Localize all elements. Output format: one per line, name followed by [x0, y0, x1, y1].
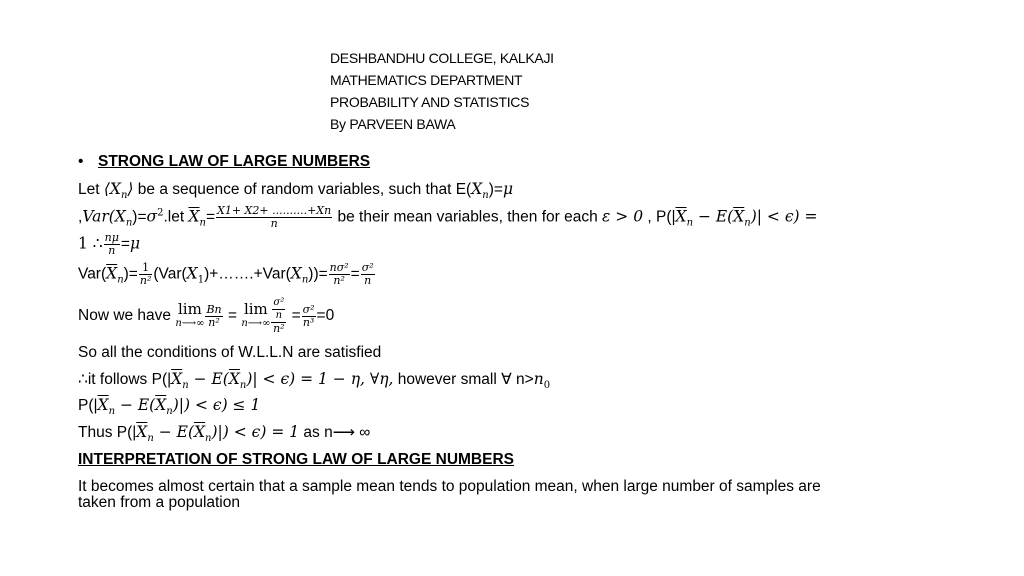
fraction — [302, 304, 316, 329]
math-sup: 2 — [157, 207, 164, 219]
math-sub: n — [301, 274, 309, 286]
math: )|) < ϵ) ≤ 1 — [172, 396, 261, 414]
math-sub: n — [199, 217, 206, 229]
statement-line-1 — [78, 180, 513, 201]
text: )= — [132, 208, 147, 226]
lim-label: lim — [243, 299, 268, 318]
fraction-numerator: 1 — [139, 262, 153, 275]
math-sub: 0 — [543, 380, 551, 392]
text: =0 — [316, 307, 335, 325]
lim-subscript: n⟶∞ — [175, 317, 205, 329]
text: = — [120, 235, 130, 253]
interpretation-text-1: It becomes almost certain that a sample mean tends to population mean, when large number of samples are — [78, 478, 821, 495]
math: n — [533, 370, 544, 388]
math: μ — [129, 234, 141, 253]
fraction-numerator: nσ² — [329, 261, 349, 274]
math: (X — [108, 207, 126, 226]
text: (Var( — [153, 265, 187, 283]
text: ∴it follows P(| — [78, 371, 172, 388]
text: as n⟶ ∞ — [299, 424, 371, 441]
mu-fraction — [104, 232, 120, 257]
fraction-numerator: Bn — [206, 302, 222, 316]
text: P(| — [78, 397, 98, 414]
math-sub: 1 — [197, 274, 205, 286]
math: )| < ϵ) = — [750, 207, 818, 226]
text: = — [223, 307, 242, 325]
limit-operator — [241, 299, 271, 331]
math-sub: n — [482, 190, 489, 202]
fraction-denominator: n² — [139, 274, 152, 287]
math-mean: $\overline{X}$ — [106, 264, 118, 283]
fraction — [205, 304, 222, 329]
math-mean: $\overline{X}$ — [228, 370, 240, 388]
statement-line-3 — [78, 232, 140, 257]
math-sub: n — [182, 380, 189, 392]
math: )|) < ϵ) = 1 — [211, 423, 300, 441]
text: = — [287, 307, 301, 325]
math-sub: n — [205, 433, 212, 445]
header-block — [330, 47, 554, 135]
math: σ — [146, 207, 158, 226]
compound-fraction — [271, 297, 286, 335]
math: X — [186, 264, 198, 283]
text: Let — [78, 181, 104, 198]
math-sub: n — [125, 217, 133, 229]
math-mean: $\overline{X}$ — [97, 396, 109, 414]
inner-fraction — [272, 297, 285, 322]
math-sub: n — [166, 406, 173, 418]
math: − E( — [693, 207, 734, 226]
text: )= — [123, 265, 138, 283]
fraction-numerator: σ² — [361, 261, 374, 274]
fraction-denominator: n³ — [302, 315, 315, 329]
lim-subscript: n⟶∞ — [241, 317, 271, 329]
variance-line — [78, 262, 376, 287]
math: X — [290, 264, 302, 283]
math-sub: n — [239, 380, 247, 392]
math-sub: n — [108, 406, 116, 418]
math: X — [471, 180, 483, 198]
math: − E( — [188, 370, 229, 388]
limit-line — [78, 297, 334, 335]
math-sub: n — [147, 433, 154, 445]
mean-fraction — [216, 205, 332, 230]
fraction — [329, 262, 350, 287]
math: − E( — [153, 423, 194, 441]
math-sub: n — [686, 217, 694, 229]
fraction-numerator: σ² — [273, 297, 285, 308]
math: μ — [502, 180, 514, 198]
fraction — [361, 262, 375, 287]
college-name: DESHBANDHU COLLEGE, KALKAJI — [330, 50, 554, 66]
text: Thus P(| — [78, 424, 137, 441]
math-mean: $\overline{X}$ — [733, 207, 745, 226]
text: = — [205, 208, 216, 226]
text: Now we have — [78, 307, 176, 325]
text: Var( — [78, 265, 107, 283]
fraction-denominator: n — [364, 274, 372, 287]
fraction-denominator: n² — [273, 322, 285, 335]
limit-operator — [175, 299, 205, 331]
conditions-line: So all the conditions of W.L.L.N are satisfied — [78, 344, 382, 361]
math: ⟨X — [103, 180, 121, 198]
fraction-denominator: n — [275, 310, 283, 321]
department-name: MATHEMATICS DEPARTMENT — [330, 72, 523, 88]
math-mean: $\overline{X}$ — [188, 207, 200, 226]
conclusion-line — [78, 423, 370, 444]
math-sub: n — [120, 190, 128, 202]
text: be a sequence of random variables, such that E( — [133, 181, 472, 198]
fraction-denominator: n² — [333, 274, 345, 287]
bullet-icon: • — [78, 153, 84, 170]
math: ⟩ — [127, 180, 134, 198]
math-mean: $\overline{X}$ — [171, 370, 183, 388]
fraction-denominator: n — [108, 244, 116, 257]
math-sub: n — [744, 217, 751, 229]
math: 1 ∴ — [78, 234, 103, 253]
fraction-numerator: σ² — [302, 302, 315, 316]
fraction-numerator — [271, 297, 286, 323]
math-mean: $\overline{X}$ — [194, 423, 206, 441]
text: = — [350, 265, 360, 283]
math-mean: $\overline{X}$ — [136, 423, 148, 441]
text: )= — [488, 181, 503, 198]
text: .let — [163, 208, 189, 226]
text: )+…….+Var( — [204, 265, 291, 283]
math: Var — [82, 207, 109, 226]
interpretation-title: INTERPRETATION OF STRONG LAW OF LARGE NUMBERS — [78, 451, 514, 468]
probability-bound-line — [78, 396, 260, 417]
statement-line-2 — [78, 205, 817, 230]
section-title-row — [78, 153, 370, 171]
fraction-numerator: nμ — [104, 231, 119, 244]
math-sub: n — [117, 274, 124, 286]
text: ))= — [308, 265, 328, 283]
math-mean: $\overline{X}$ — [675, 207, 687, 226]
text: however small ∀ n> — [393, 371, 534, 388]
author-name: By PARVEEN BAWA — [330, 116, 456, 132]
math-mean: $\overline{X}$ — [155, 396, 167, 414]
text: , — [78, 208, 83, 226]
text: , P(| — [643, 208, 676, 226]
text: be their mean variables, then for each — [333, 208, 603, 226]
interpretation-text-2: taken from a population — [78, 494, 240, 511]
math: − E( — [115, 396, 156, 414]
math: ε > 0 — [602, 207, 644, 226]
lim-label: lim — [178, 299, 202, 318]
course-name: PROBABILITY AND STATISTICS — [330, 94, 530, 110]
section-title: STRONG LAW OF LARGE NUMBERS — [98, 153, 371, 170]
math: )| < ϵ) = 1 − η, ∀η, — [246, 370, 394, 388]
fraction-denominator: n² — [208, 315, 220, 329]
fraction-denominator: n — [270, 217, 278, 230]
fraction — [139, 262, 153, 287]
follows-line — [78, 370, 550, 391]
fraction-numerator: X1+ X2+ ..........+Xn — [217, 204, 332, 217]
